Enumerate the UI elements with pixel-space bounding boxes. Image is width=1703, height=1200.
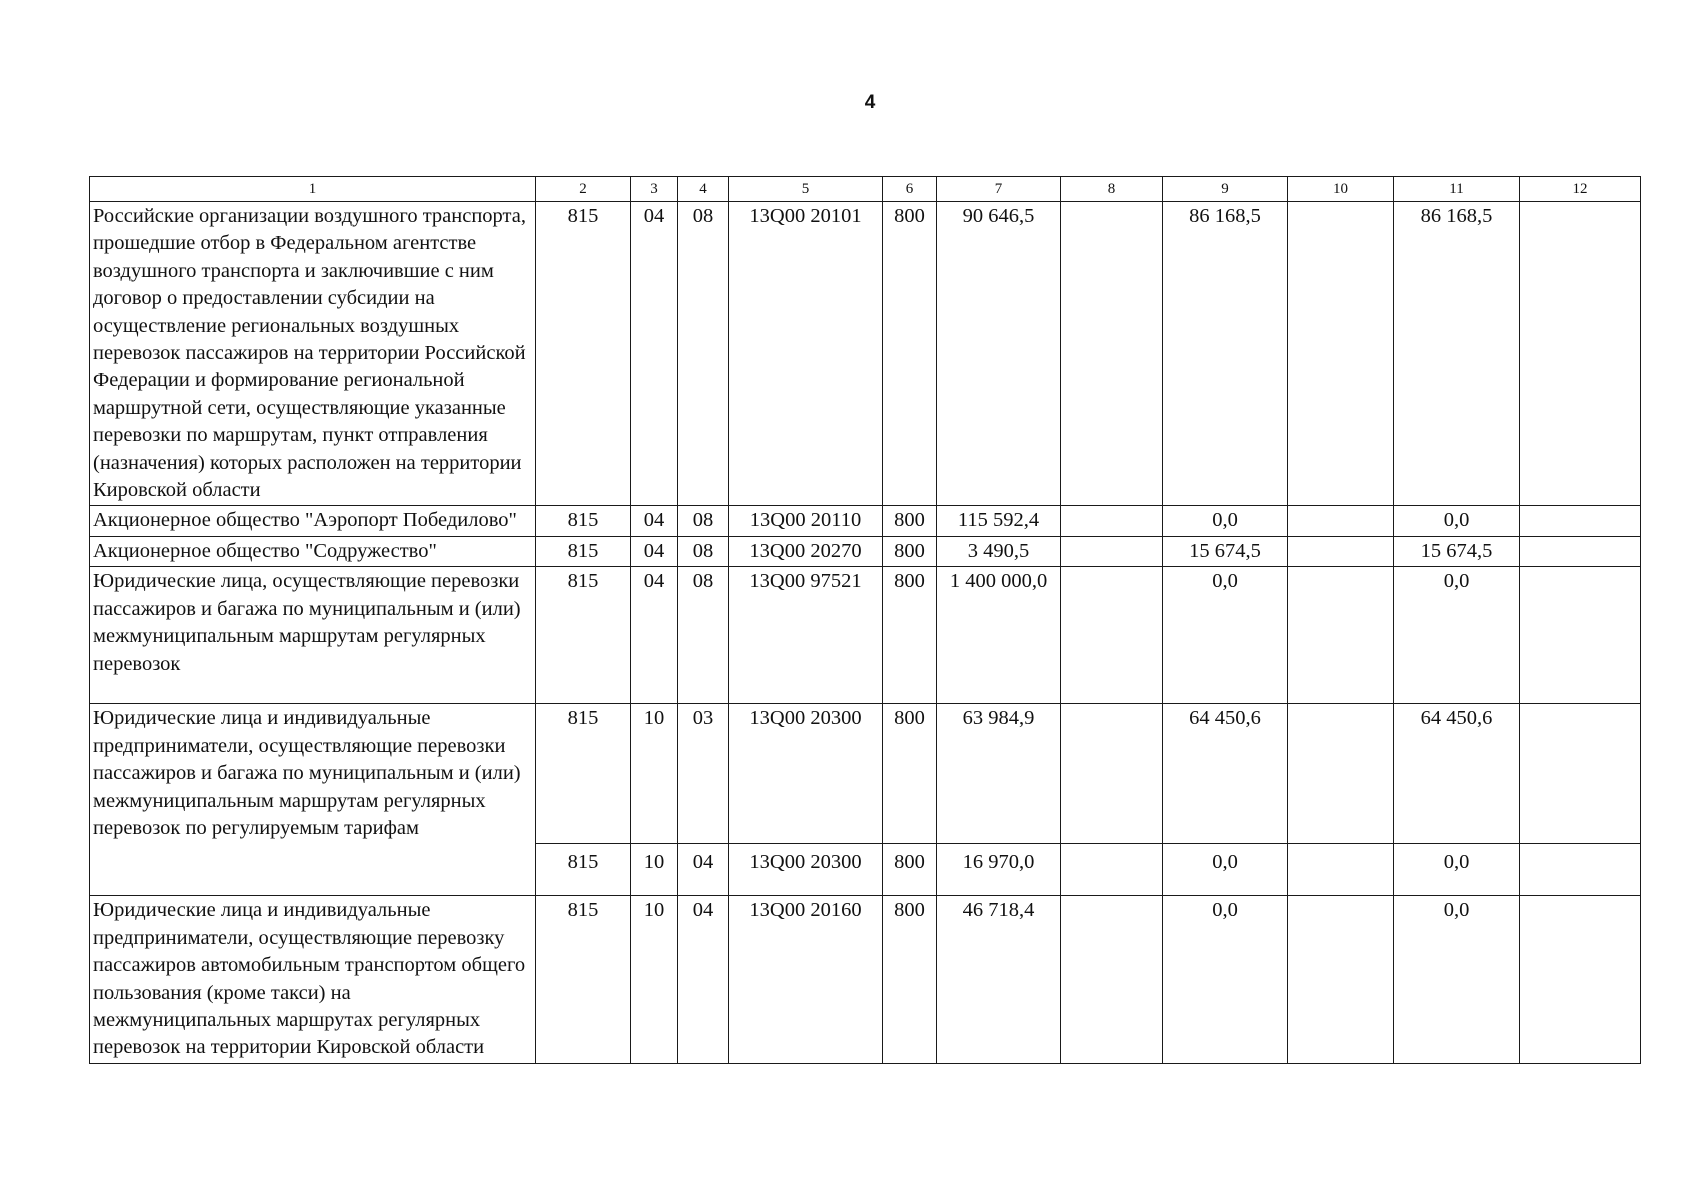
- target-article-code: 13Q00 97521: [729, 567, 883, 704]
- expense-type-code: 800: [883, 506, 937, 536]
- amount-col10: [1288, 567, 1394, 704]
- target-article-code: 13Q00 20101: [729, 202, 883, 506]
- page-number: 4: [864, 92, 876, 113]
- column-number-row: [90, 177, 1641, 202]
- recipient-name: Юридические лица и индивидуальные предприниматели, осуществляющие перевозку пассажиров автомобильным транспортом общего пользования (кроме такси) на межмуниципальных маршрутах регулярных перевозок на территории Кировской области: [90, 896, 536, 1063]
- amount-col11: 0,0: [1394, 567, 1520, 704]
- subsection-code: 08: [678, 567, 729, 704]
- amount-col12: [1520, 536, 1641, 566]
- section-code: 10: [631, 896, 678, 1063]
- amount-col12: [1520, 567, 1641, 704]
- amount-col8: [1061, 506, 1163, 536]
- amount-col12: [1520, 704, 1641, 844]
- amount-col11: 64 450,6: [1394, 704, 1520, 844]
- amount-col12: [1520, 506, 1641, 536]
- table-row: [90, 896, 1641, 1063]
- amount-col8: [1061, 567, 1163, 704]
- target-article-code: 13Q00 20270: [729, 536, 883, 566]
- subsection-code: 04: [678, 844, 729, 896]
- ministry-code: 815: [536, 844, 631, 896]
- expense-type-code: 800: [883, 896, 937, 1063]
- section-code: 10: [631, 844, 678, 896]
- column-number: 12: [1520, 177, 1641, 202]
- amount-col8: [1061, 844, 1163, 896]
- amount-col8: [1061, 202, 1163, 506]
- recipient-name: Российские организации воздушного транспорта, прошедшие отбор в Федеральном агентстве воздушного транспорта и заключившие с ним договор о предоставлении субсидии на осуществление региональных воздушных перевозок пассажиров на территории Российской Федерации и формирование региональной маршрутной сети, осуществляющие указанные перевозки по маршрутам, пункт отправления (назначения) которых расположен на территории Кировской области: [90, 202, 536, 506]
- table-row: [90, 567, 1641, 704]
- expense-type-code: 800: [883, 536, 937, 566]
- amount-col10: [1288, 202, 1394, 506]
- amount-col9: 64 450,6: [1163, 704, 1288, 844]
- column-number: 10: [1288, 177, 1394, 202]
- subsection-code: 08: [678, 202, 729, 506]
- section-code: 04: [631, 567, 678, 704]
- amount-col9: 0,0: [1163, 506, 1288, 536]
- column-number: 2: [536, 177, 631, 202]
- subsection-code: 03: [678, 704, 729, 844]
- amount-col8: [1061, 704, 1163, 844]
- amount-col9: 0,0: [1163, 896, 1288, 1063]
- amount-col12: [1520, 844, 1641, 896]
- expense-type-code: 800: [883, 844, 937, 896]
- expense-type-code: 800: [883, 202, 937, 506]
- table-row: [90, 202, 1641, 506]
- recipient-name: Юридические лица, осуществляющие перевозки пассажиров и багажа по муниципальным и (или) межмуниципальным маршрутам регулярных перевозок: [90, 567, 536, 704]
- ministry-code: 815: [536, 704, 631, 844]
- amount-col10: [1288, 844, 1394, 896]
- subsection-code: 08: [678, 536, 729, 566]
- column-number: 7: [937, 177, 1061, 202]
- ministry-code: 815: [536, 536, 631, 566]
- amount-col11: 15 674,5: [1394, 536, 1520, 566]
- section-code: 04: [631, 536, 678, 566]
- budget-table: [89, 176, 1641, 1064]
- ministry-code: 815: [536, 567, 631, 704]
- target-article-code: 13Q00 20110: [729, 506, 883, 536]
- amount-col7: 115 592,4: [937, 506, 1061, 536]
- section-code: 04: [631, 506, 678, 536]
- ministry-code: 815: [536, 896, 631, 1063]
- column-number: 3: [631, 177, 678, 202]
- column-number: 11: [1394, 177, 1520, 202]
- target-article-code: 13Q00 20160: [729, 896, 883, 1063]
- amount-col7: 16 970,0: [937, 844, 1061, 896]
- amount-col9: 0,0: [1163, 567, 1288, 704]
- column-number: 8: [1061, 177, 1163, 202]
- amount-col10: [1288, 536, 1394, 566]
- section-code: 04: [631, 202, 678, 506]
- amount-col10: [1288, 506, 1394, 536]
- amount-col11: 0,0: [1394, 506, 1520, 536]
- amount-col7: 90 646,5: [937, 202, 1061, 506]
- column-number: 6: [883, 177, 937, 202]
- section-code: 10: [631, 704, 678, 844]
- amount-col8: [1061, 896, 1163, 1063]
- target-article-code: 13Q00 20300: [729, 704, 883, 844]
- column-number: 4: [678, 177, 729, 202]
- amount-col7: 46 718,4: [937, 896, 1061, 1063]
- recipient-name: Акционерное общество "Аэропорт Победилово": [90, 506, 536, 536]
- table-row: [90, 536, 1641, 566]
- amount-col10: [1288, 704, 1394, 844]
- table-row: [90, 506, 1641, 536]
- amount-col8: [1061, 536, 1163, 566]
- target-article-code: 13Q00 20300: [729, 844, 883, 896]
- subsection-code: 04: [678, 896, 729, 1063]
- amount-col7: 1 400 000,0: [937, 567, 1061, 704]
- amount-col11: 0,0: [1394, 844, 1520, 896]
- amount-col11: 86 168,5: [1394, 202, 1520, 506]
- subsection-code: 08: [678, 506, 729, 536]
- amount-col12: [1520, 202, 1641, 506]
- ministry-code: 815: [536, 506, 631, 536]
- table-row: [90, 704, 1641, 844]
- recipient-name: Юридические лица и индивидуальные предприниматели, осуществляющие перевозки пассажиров и багажа по муниципальным и (или) межмуниципальным маршрутам регулярных перевозок по регулируемым тарифам: [90, 704, 536, 896]
- recipient-name: Акционерное общество "Содружество": [90, 536, 536, 566]
- column-number: 9: [1163, 177, 1288, 202]
- amount-col9: 0,0: [1163, 844, 1288, 896]
- column-number: 5: [729, 177, 883, 202]
- amount-col9: 86 168,5: [1163, 202, 1288, 506]
- amount-col12: [1520, 896, 1641, 1063]
- amount-col10: [1288, 896, 1394, 1063]
- amount-col9: 15 674,5: [1163, 536, 1288, 566]
- ministry-code: 815: [536, 202, 631, 506]
- amount-col7: 63 984,9: [937, 704, 1061, 844]
- expense-type-code: 800: [883, 704, 937, 844]
- expense-type-code: 800: [883, 567, 937, 704]
- column-number: 1: [90, 177, 536, 202]
- amount-col11: 0,0: [1394, 896, 1520, 1063]
- amount-col7: 3 490,5: [937, 536, 1061, 566]
